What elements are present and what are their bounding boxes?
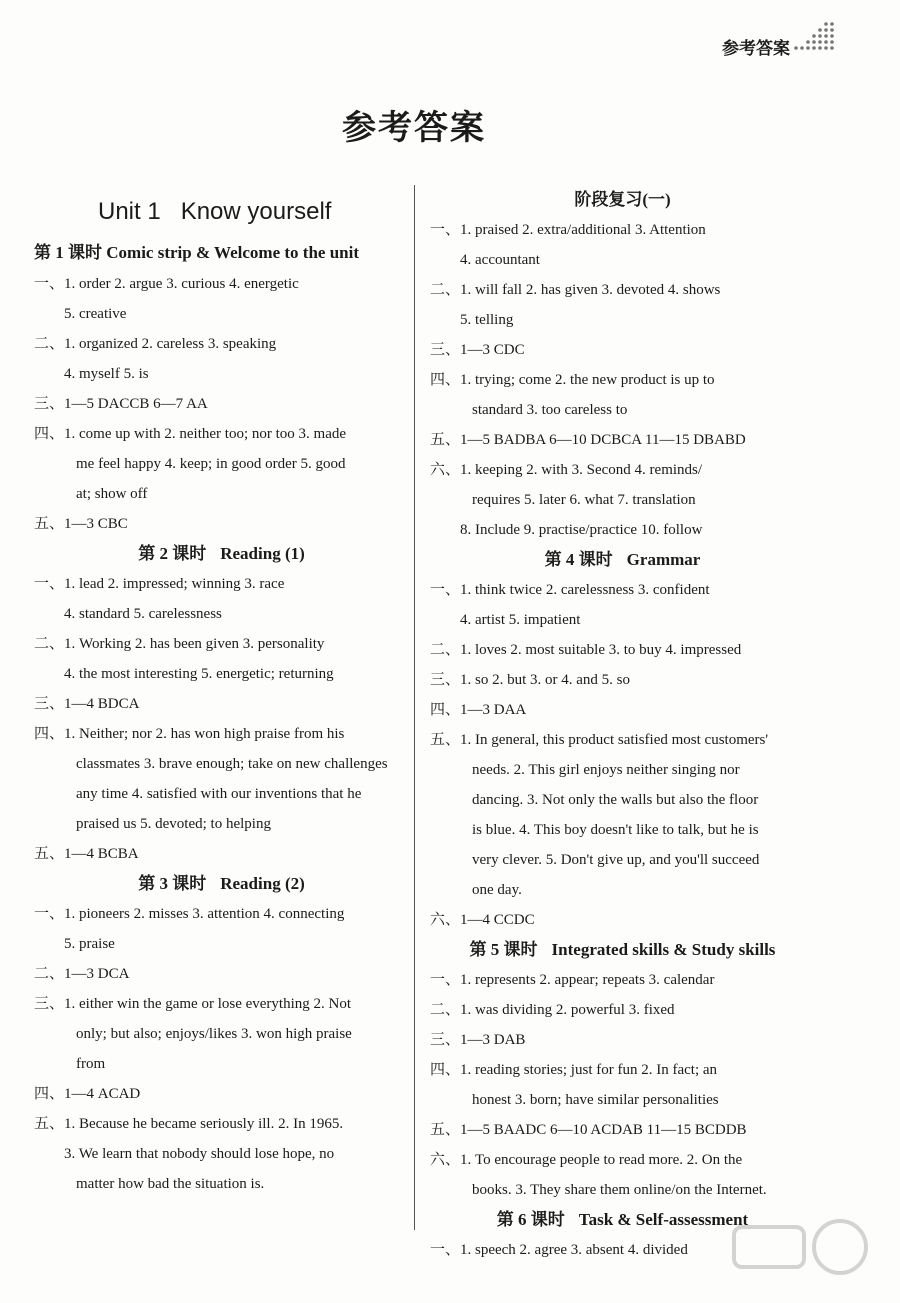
answer-line: 4. accountant — [460, 252, 540, 268]
lesson-3-name: Reading (2) — [220, 874, 305, 893]
answer-line: 六、1. To encourage people to read more. 2. On the — [430, 1152, 743, 1168]
lesson-2-name: Reading (1) — [220, 544, 305, 563]
answer-line: 四、1. reading stories; just for fun 2. In fact; an — [430, 1062, 718, 1078]
answer-line: 一、1. praised 2. extra/additional 3. Attention — [430, 222, 706, 238]
answer-line: 二、1. was dividing 2. powerful 3. fixed — [430, 1002, 675, 1018]
answer-line: 三、1—4 BDCA — [34, 696, 140, 712]
lesson-5-number: 第 5 课时 — [469, 940, 538, 959]
answer-line: 一、1. lead 2. impressed; winning 3. race — [34, 576, 285, 592]
answer-line: 三、1. either win the game or lose everything 2. Not — [34, 996, 352, 1012]
answer-line: praised us 5. devoted; to helping — [76, 816, 271, 832]
answer-line: 五、1—5 BADBA 6—10 DCBCA 11—15 DBABD — [430, 432, 746, 448]
unit-number: Unit 1 — [98, 198, 161, 225]
answer-line: only; but also; enjoys/likes 3. won high praise — [76, 1026, 352, 1042]
answer-line: dancing. 3. Not only the walls but also the floor — [472, 792, 759, 808]
answer-line: 5. telling — [460, 312, 514, 328]
watermark-stamp-icon — [730, 1213, 870, 1283]
answer-line: honest 3. born; have similar personalities — [472, 1092, 719, 1108]
answer-line: matter how bad the situation is. — [76, 1176, 265, 1192]
answer-line: 四、1—4 ACAD — [34, 1086, 141, 1102]
lesson-5-title — [430, 935, 815, 965]
answer-line: is blue. 4. This boy doesn't like to talk, but he is — [472, 822, 759, 838]
answer-line: 4. the most interesting 5. energetic; returning — [64, 666, 334, 682]
answer-line: 3. We learn that nobody should lose hope, no — [64, 1146, 335, 1162]
answer-line: 一、1. order 2. argue 3. curious 4. energetic — [34, 276, 299, 292]
header-label: 参考答案 — [722, 39, 790, 59]
right-column — [430, 185, 815, 1265]
answer-line: 六、1. keeping 2. with 3. Second 4. reminds/ — [430, 462, 703, 478]
answer-line: 二、1—3 DCA — [34, 966, 130, 982]
answer-line: 三、1—5 DACCB 6—7 AA — [34, 396, 208, 412]
lesson-6-name: Task & Self-assessment — [578, 1210, 749, 1229]
left-column — [34, 185, 409, 1199]
answer-line: 一、1. pioneers 2. misses 3. attention 4. connecting — [34, 906, 345, 922]
answer-line: 四、1. come up with 2. neither too; nor too 3. made — [34, 426, 347, 442]
answer-line: 8. Include 9. practise/practice 10. follow — [460, 522, 703, 538]
lesson-4-number: 第 4 课时 — [544, 550, 613, 569]
lesson-2-number: 第 2 课时 — [138, 544, 207, 563]
unit-title — [34, 193, 409, 231]
answer-line: 4. myself 5. is — [64, 366, 149, 382]
answer-line: standard 3. too careless to — [472, 402, 628, 418]
answer-line: very clever. 5. Don't give up, and you'll succeed — [472, 852, 760, 868]
lesson-3-title — [34, 869, 409, 899]
answer-line: needs. 2. This girl enjoys neither singing nor — [472, 762, 740, 778]
answer-line: 三、1—3 DAB — [430, 1032, 526, 1048]
review-title: 阶段复习(一) — [574, 190, 671, 209]
answer-line: 二、1. loves 2. most suitable 3. to buy 4. impressed — [430, 642, 742, 658]
lesson-3-number: 第 3 课时 — [138, 874, 207, 893]
answer-line: requires 5. later 6. what 7. translation — [472, 492, 696, 508]
answer-line: 4. artist 5. impatient — [460, 612, 581, 628]
answer-line: from — [76, 1056, 106, 1072]
answer-line: 5. praise — [64, 936, 115, 952]
lesson-4-title — [430, 545, 815, 575]
answer-line: 二、1. will fall 2. has given 3. devoted 4. shows — [430, 282, 721, 298]
answer-line: classmates 3. brave enough; take on new challenges — [76, 756, 388, 772]
answer-line: 二、1. Working 2. has been given 3. personality — [34, 636, 325, 652]
lesson-1-title: 第 1 课时 Comic strip & Welcome to the unit — [34, 243, 360, 262]
lesson-5-name: Integrated skills & Study skills — [551, 940, 776, 959]
answer-line: 一、1. think twice 2. carelessness 3. confident — [430, 582, 710, 598]
dot-pattern-icon — [792, 20, 834, 54]
lesson-2-title — [34, 539, 409, 569]
answer-line: 三、1—3 CDC — [430, 342, 525, 358]
answer-line: 5. creative — [64, 306, 127, 322]
page-title: 参考答案 — [342, 108, 486, 148]
answer-line: 四、1. Neither; nor 2. has won high praise from his — [34, 726, 345, 742]
answer-line: 一、1. represents 2. appear; repeats 3. calendar — [430, 972, 715, 988]
answer-line: any time 4. satisfied with our inventions that he — [76, 786, 362, 802]
lesson-6-number: 第 6 课时 — [496, 1210, 565, 1229]
answer-line: one day. — [472, 882, 522, 898]
page-header — [0, 0, 900, 60]
answer-line: 四、1—3 DAA — [430, 702, 527, 718]
column-divider — [414, 185, 415, 1230]
answer-line: 三、1. so 2. but 3. or 4. and 5. so — [430, 672, 630, 688]
answer-line: 四、1. trying; come 2. the new product is up to — [430, 372, 715, 388]
answer-line: 五、1—4 BCBA — [34, 846, 139, 862]
answer-line: 一、1. speech 2. agree 3. absent 4. divided — [430, 1242, 688, 1258]
answer-line: 4. standard 5. carelessness — [64, 606, 222, 622]
answer-line: at; show off — [76, 486, 148, 502]
answer-line: books. 3. They share them online/on the Internet. — [472, 1182, 767, 1198]
answer-line: 五、1. In general, this product satisfied most customers' — [430, 732, 769, 748]
answer-line: 五、1—3 CBC — [34, 516, 128, 532]
answer-line: 二、1. organized 2. careless 3. speaking — [34, 336, 277, 352]
answer-line: 五、1. Because he became seriously ill. 2. In 1965. — [34, 1116, 344, 1132]
lesson-4-name: Grammar — [626, 550, 701, 569]
answer-line: 五、1—5 BAADC 6—10 ACDAB 11—15 BCDDB — [430, 1122, 747, 1138]
answer-line: 六、1—4 CCDC — [430, 912, 535, 928]
answer-line: me feel happy 4. keep; in good order 5. good — [76, 456, 346, 472]
unit-name: Know yourself — [180, 198, 332, 225]
